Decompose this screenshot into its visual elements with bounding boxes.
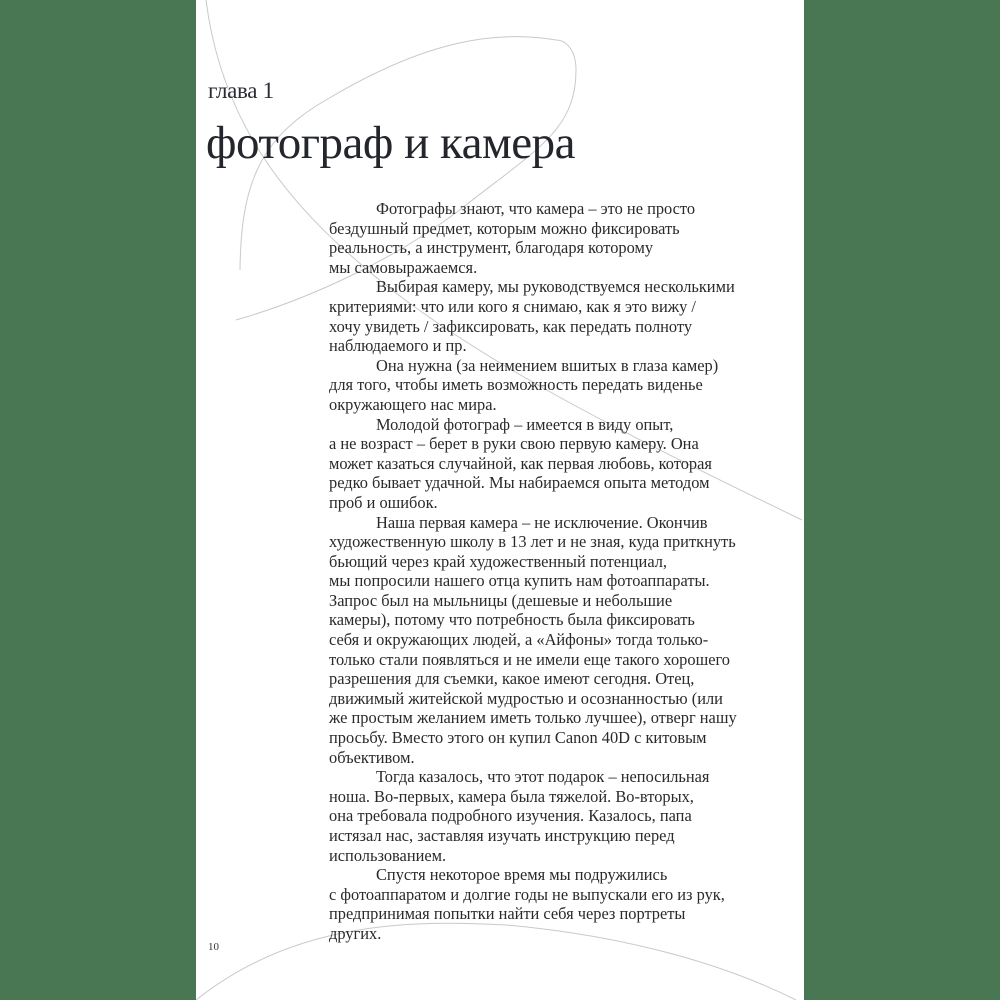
page-number: 10: [208, 941, 219, 953]
text-line: себя и окружающих людей, а «Айфоны» тогда только-: [329, 630, 709, 650]
text-line: предпринимая попытки найти себя через портреты: [329, 904, 686, 924]
paragraph: [329, 513, 789, 768]
text-line: хочу увидеть / зафиксировать, как передать полноту: [329, 316, 693, 336]
text-line: мы попросили нашего отца купить нам фотоаппараты.: [329, 571, 710, 591]
text-line: Фотографы знают, что камера – это не просто: [376, 199, 696, 218]
text-line: разрешения для съемки, какое имеют сегодня. Отец,: [329, 669, 695, 689]
body-text: [329, 199, 789, 944]
text-line: Молодой фотограф – имеется в виду опыт,: [376, 414, 674, 434]
paragraph: [329, 199, 789, 277]
text-line: Выбирая камеру, мы руководствуемся несколькими: [376, 277, 735, 297]
text-line: объективом.: [329, 747, 415, 767]
text-line: же простым желанием иметь только лучшее), отверг нашу: [329, 708, 737, 728]
text-line: бьющий через край художественный потенциал,: [329, 551, 668, 571]
book-page: [196, 0, 804, 1000]
text-line: истязал нас, заставляя изучать инструкцию перед: [329, 826, 675, 845]
text-line: может казаться случайной, как первая любовь, которая: [329, 453, 712, 473]
text-line: Наша первая камера – не исключение. Окончив: [376, 512, 708, 532]
text-line: мы самовыражаемся.: [329, 257, 478, 277]
text-line: Она нужна (за неимением вшитых в глаза камер): [376, 355, 719, 375]
text-line: Спустя некоторое время мы подружились: [376, 865, 668, 885]
paragraph: [329, 865, 789, 943]
text-line: критериями: что или кого я снимаю, как я это вижу /: [329, 296, 696, 316]
paragraph: [329, 277, 789, 355]
text-line: она требовала подробного изучения. Казалось, папа: [329, 806, 692, 826]
text-line: Запрос был на мыльницы (дешевые и небольшие: [329, 590, 673, 610]
paragraph: [329, 356, 789, 415]
text-line: а не возраст – берет в руки свою первую камеру. Она: [329, 434, 699, 454]
text-line: бездушный предмет, которым можно фиксировать: [329, 218, 680, 238]
paragraph: [329, 415, 789, 513]
chapter-label: глава 1: [208, 78, 274, 103]
text-line: художественную школу в 13 лет и не зная, куда приткнуть: [329, 532, 736, 552]
text-line: просьбу. Вместо этого он купил Canon 40D с китовым: [329, 728, 707, 748]
text-line: окружающего нас мира.: [329, 394, 497, 414]
text-line: использованием.: [329, 845, 447, 865]
text-line: камеры), потому что потребность была фиксировать: [329, 610, 695, 630]
text-line: движимый житейской мудростью и осознанностью (или: [329, 688, 723, 708]
text-line: проб и ошибок.: [329, 492, 438, 512]
text-line: Тогда казалось, что этот подарок – непосильная: [376, 767, 710, 787]
text-line: других.: [329, 923, 382, 943]
chapter-title: фотограф и камера: [206, 117, 575, 169]
text-line: редко бывает удачной. Мы набираемся опыта методом: [329, 473, 710, 493]
text-line: наблюдаемого и пр.: [329, 336, 467, 356]
text-line: ноша. Во-первых, камера была тяжелой. Во-вторых,: [329, 786, 694, 806]
text-line: для того, чтобы иметь возможность передать виденье: [329, 375, 703, 395]
text-line: с фотоаппаратом и долгие годы не выпускали его из рук,: [329, 884, 725, 904]
paragraph: [329, 767, 789, 865]
text-line: только стали появляться и не имели еще такого хорошего: [329, 649, 730, 669]
text-line: реальность, а инструмент, благодаря которому: [329, 238, 654, 258]
